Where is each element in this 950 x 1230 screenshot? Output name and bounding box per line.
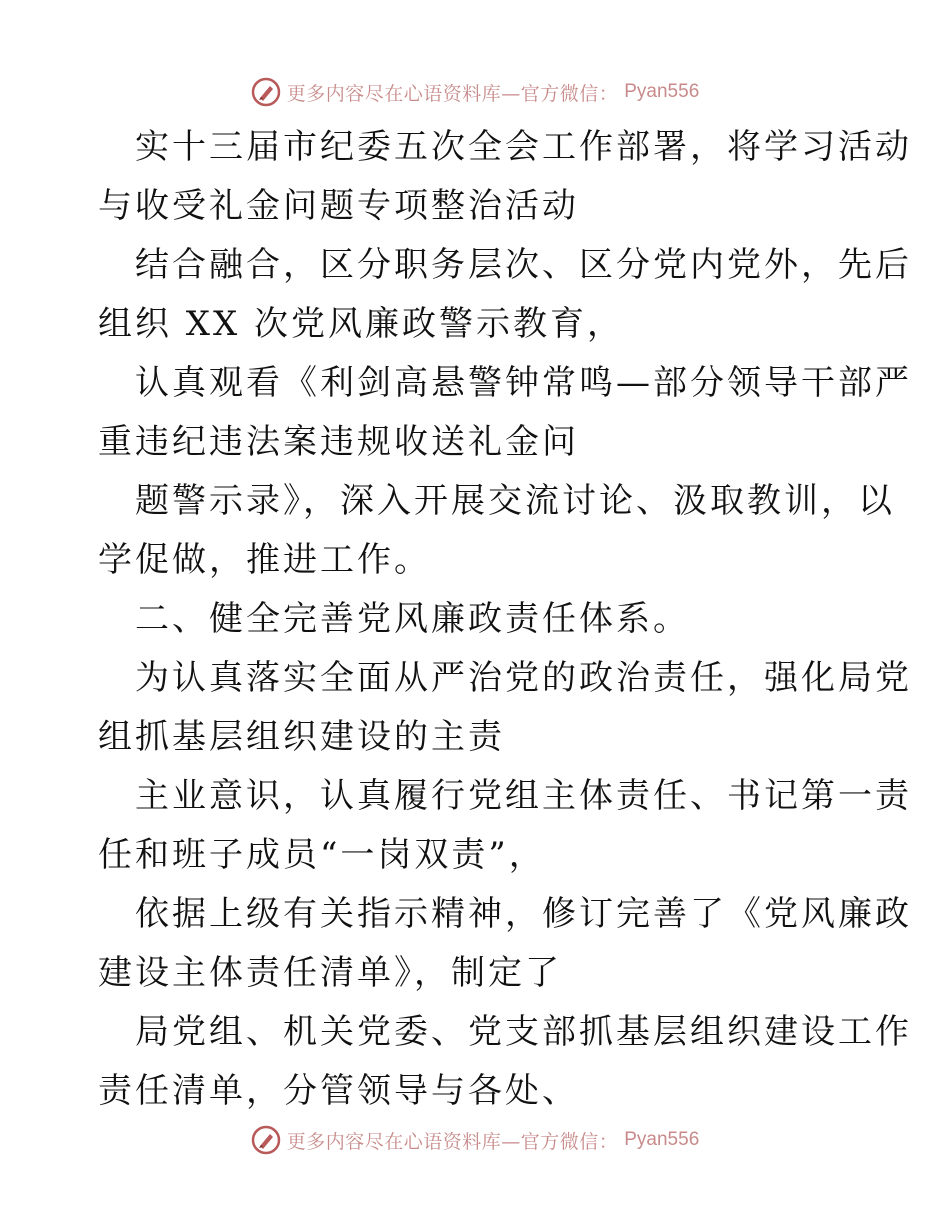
text-line: 题警示录》，深入开展交流讨论、汲取教训，以 <box>135 481 895 521</box>
text-line: 责任清单，分管领导与各处、 <box>98 1071 579 1111</box>
text-line: 学促做，推进工作。 <box>98 540 431 580</box>
text-line: 认真观看《利剑高悬警钟常鸣—部分领导干部严 <box>135 363 912 403</box>
text-line: 任和班子成员“一岗双责”， <box>98 835 546 875</box>
text-line: 局党组、机关党委、党支部抓基层组织建设工作 <box>135 1012 912 1052</box>
footer-watermark <box>0 1120 950 1160</box>
text-line: 建设主体责任清单》，制定了 <box>98 953 562 993</box>
text-line: 结合融合，区分职务层次、区分党内党外，先后 <box>135 245 912 285</box>
text-line: 组织 XX 次党风廉政警示教育， <box>98 304 625 344</box>
pen-logo-icon <box>251 77 281 107</box>
pen-logo-icon <box>251 1125 281 1155</box>
text-line: 依据上级有关指示精神，修订完善了《党风廉政 <box>135 894 912 934</box>
text-line: 主业意识，认真履行党组主体责任、书记第一责 <box>135 776 912 816</box>
text-line: 为认真落实全面从严治党的政治责任，强化局党 <box>135 658 912 698</box>
header-watermark <box>0 72 950 112</box>
watermark-text: 更多内容尽在心语资料库—官方微信： <box>286 1130 619 1153</box>
watermark-handle: Pyan556 <box>624 1129 700 1150</box>
text-line: 组抓基层组织建设的主责 <box>98 717 505 757</box>
document-body <box>98 118 912 1121</box>
section-heading: 二、健全完善党风廉政责任体系。 <box>135 599 690 639</box>
watermark-handle: Pyan556 <box>624 81 700 102</box>
text-line: 实十三届市纪委五次全会工作部署，将学习活动 <box>135 127 912 167</box>
text-line: 与收受礼金问题专项整治活动 <box>98 186 579 226</box>
text-line: 重违纪违法案违规收送礼金问 <box>98 422 579 462</box>
watermark-text: 更多内容尽在心语资料库—官方微信： <box>286 82 619 105</box>
